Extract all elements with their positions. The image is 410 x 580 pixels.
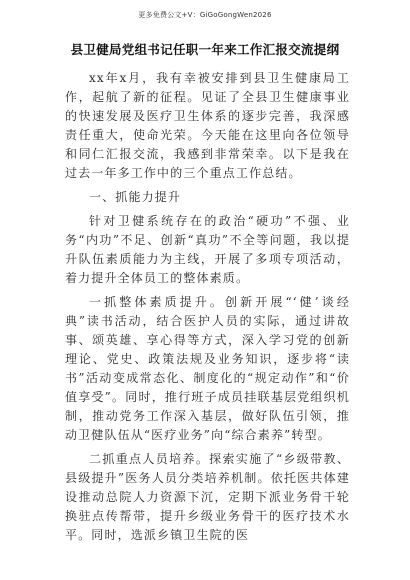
section-heading: 一、抓能力提升: [89, 190, 182, 204]
paragraph-overview: 针对卫健系统存在的政治“硬功”不强、业务“内功”不足、创新“真功”不全等问题，我以提升队伍素质能力为主线，开展了多项专项活动，着力提升全体员工的整体素质。: [65, 214, 350, 285]
document-body: [65, 69, 350, 550]
paragraph-point-two: 二抓重点人员培养。探索实施了“乡级带教、县级提升”医务人员分类培养机制。依托医共体建设推动总院人力资源下沉，定期下派业务骨干轮换驻点传帮带，提升乡级业务骨干的医疗技术水平。同时，选派乡镇卫生院的医: [65, 452, 350, 542]
paragraph-intro: xx年x月，我有幸被安排到县卫生健康局工作，起航了新的征程。见证了全县卫生健康事业的快速发展及医疗卫生体系的逐步完善，我深感责任重大，使命光荣。今天能在这里向各位领导和同仁汇报交流，我感到非常荣幸。以下是我在过去一年多工作中的三个重点工作总结。: [65, 71, 350, 180]
paragraph-point-one: 一抓整体素质提升。创新开展“‘健’谈经典”读书活动，结合医护人员的实际，通过讲故事、颂英雄、享心得等方式，深入学习党的创新理论、党史、政策法规及业务知识，逐步将“读书”活动变成常态化、制度化的“规定动作”和“价值享受”。同时，推行班子成员挂联基层党组织机制，推动党务工作深入基层，做好队伍引领，推动卫健队伍从“医疗业务”向“综合素养”转型。: [65, 295, 350, 442]
header-note: 更多免费公文+V：GiGoGongWen2026: [138, 11, 272, 19]
document-title: 县卫健局党组书记任职一年来工作汇报交流提纲: [70, 42, 340, 57]
